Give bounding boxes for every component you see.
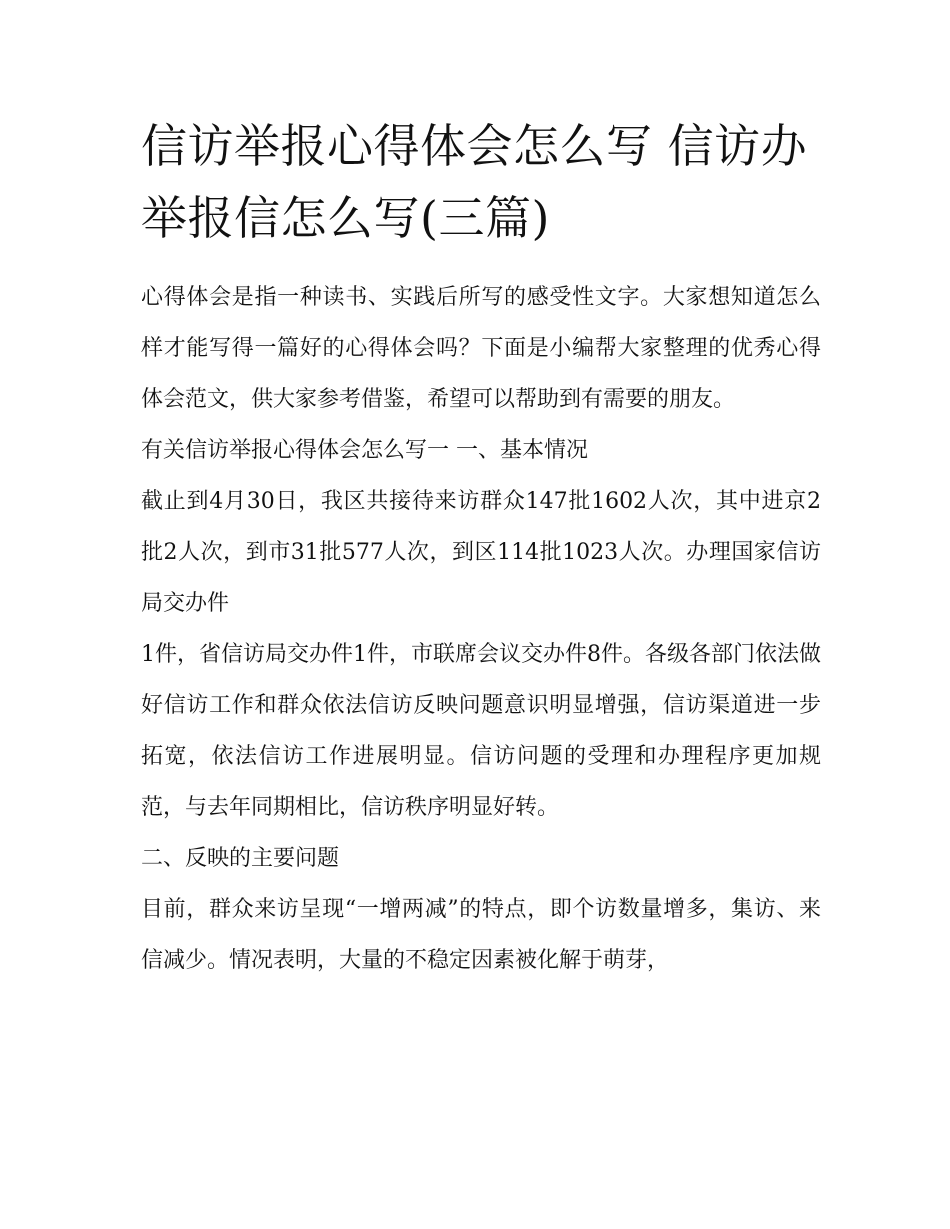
paragraph-section-two-heading: 二、反映的主要问题 [141,846,340,871]
paragraph-main-issues: 目前，群众来访呈现“一增两减”的特点，即个访数量增多，集访、来信减少。情况表明，大量的不稳定因素被化解于萌芽， [141,897,821,973]
paragraph-section-one-heading: 有关信访举报心得体会怎么写一 一、基本情况 [141,438,588,463]
paragraph-intro: 心得体会是指一种读书、实践后所写的感受性文字。大家想知道怎么样才能写得一篇好的心得体会吗？下面是小编帮大家整理的优秀心得体会范文，供大家参考借鉴，希望可以帮助到有需要的朋友。 [141,285,821,412]
paragraph-cases: 1件，省信访局交办件1件，市联席会议交办件8件。各级各部门依法做好信访工作和群众依法信访反映问题意识明显增强，信访渠道进一步拓宽，依法信访工作进展明显。信访问题的受理和办理程序更加规范，与去年同期相比，信访秩序明显好转。 [141,642,821,820]
paragraph-statistics: 截止到4月30日，我区共接待来访群众147批1602人次，其中进京2批2人次，到市31批577人次，到区114批1023人次。办理国家信访局交办件 [141,489,821,616]
document-title: 信访举报心得体会怎么写 信访办举报信怎么写(三篇) [141,119,808,245]
document-body [141,110,821,986]
